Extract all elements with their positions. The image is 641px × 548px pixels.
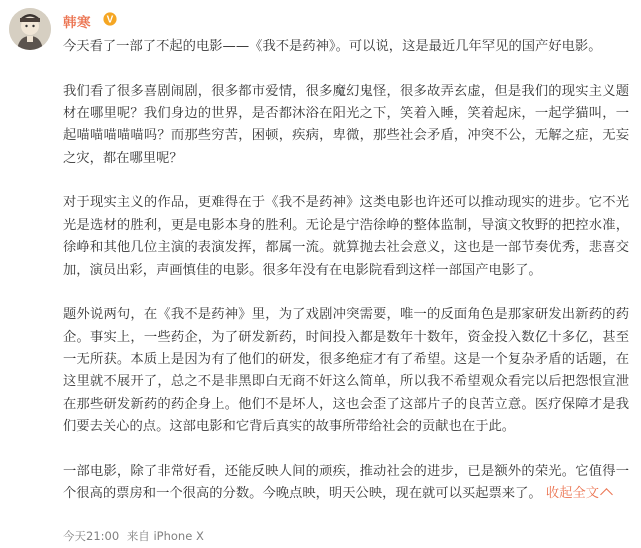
avatar-image <box>9 8 51 50</box>
post-paragraph: 今天看了一部了不起的电影——《我不是药神》。可以说，这是最近几年罕见的国产好电影。 <box>63 39 602 54</box>
collapse-label: 收起全文 <box>545 486 600 502</box>
post-meta <box>63 528 208 544</box>
post-time[interactable]: 今天21:00 <box>63 529 120 543</box>
post-source: 来自 iPhone X <box>126 529 204 543</box>
post-paragraph: 题外说两句，在《我不是药神》里，为了戏剧冲突需要，唯一的反面角色是那家研发出新药的药企。事实上，一些药企，为了研发新药，时间投入都是数年十数年，资金投入数亿十多亿，甚至一无所获。本质上是因为有了他们的研发，很多绝症才有了希望。这是一个复杂矛盾的话题，在这里就不展开了，总之不是非黑即白无商不奸这么简单，所以我不希望观众看完以后把怨恨宣泄在那些研发新药的药企身上。他们不是坏人，这也会歪了这部片子的良苦立意。医疗保障才是我们要去关心的点。这部电影和它背后真实的故事所带给社会的贡献也在于此。 <box>63 307 629 435</box>
post-paragraph: 对于现实主义的作品，更难得在于《我不是药神》这类电影也许还可以推动现实的进步。它不光光是选材的胜利，更是电影本身的胜利。无论是宁浩徐峥的整体监制，导演文牧野的把控水准，徐峥和其他几位主演的表演发挥，都属一流。就算抛去社会意义，这也是一部节奏优秀，悲喜交加，演员出彩，声画慎佳的电影。很多年没有在电影院看到这样一部国产电影了。 <box>63 195 629 278</box>
svg-text:V: V <box>106 14 114 26</box>
post-paragraph-text: 一部电影，除了非常好看，还能反映人间的顽疾，推动社会的进步，已是额外的荣光。它值得一个很高的票房和一个很高的分数。今晚点映，明天公映，现在就可以买起票来了。 <box>63 463 629 502</box>
post-body <box>63 36 629 528</box>
author-avatar[interactable] <box>9 8 51 50</box>
verified-badge-icon <box>103 12 117 26</box>
chevron-up-icon <box>600 488 613 501</box>
collapse-full-text-link[interactable] <box>546 486 611 501</box>
post-paragraph: 我们看了很多喜剧闹剧，很多都市爱情，很多魔幻鬼怪，很多故弄玄虚，但是我们的现实主义题材在哪里呢？我们身边的世界，是否都沐浴在阳光之下，笑着入睡，笑着起床，一起学猫叫，一起喵喵喵喵喵吗？而那些穷苦，困顿，疾病，卑微，那些社会矛盾，冲突不公，无解之症，无妄之灾，都在哪里呢？ <box>63 83 629 166</box>
author-name[interactable]: 韩寒 <box>63 15 91 31</box>
post-paragraph-last <box>63 461 629 506</box>
